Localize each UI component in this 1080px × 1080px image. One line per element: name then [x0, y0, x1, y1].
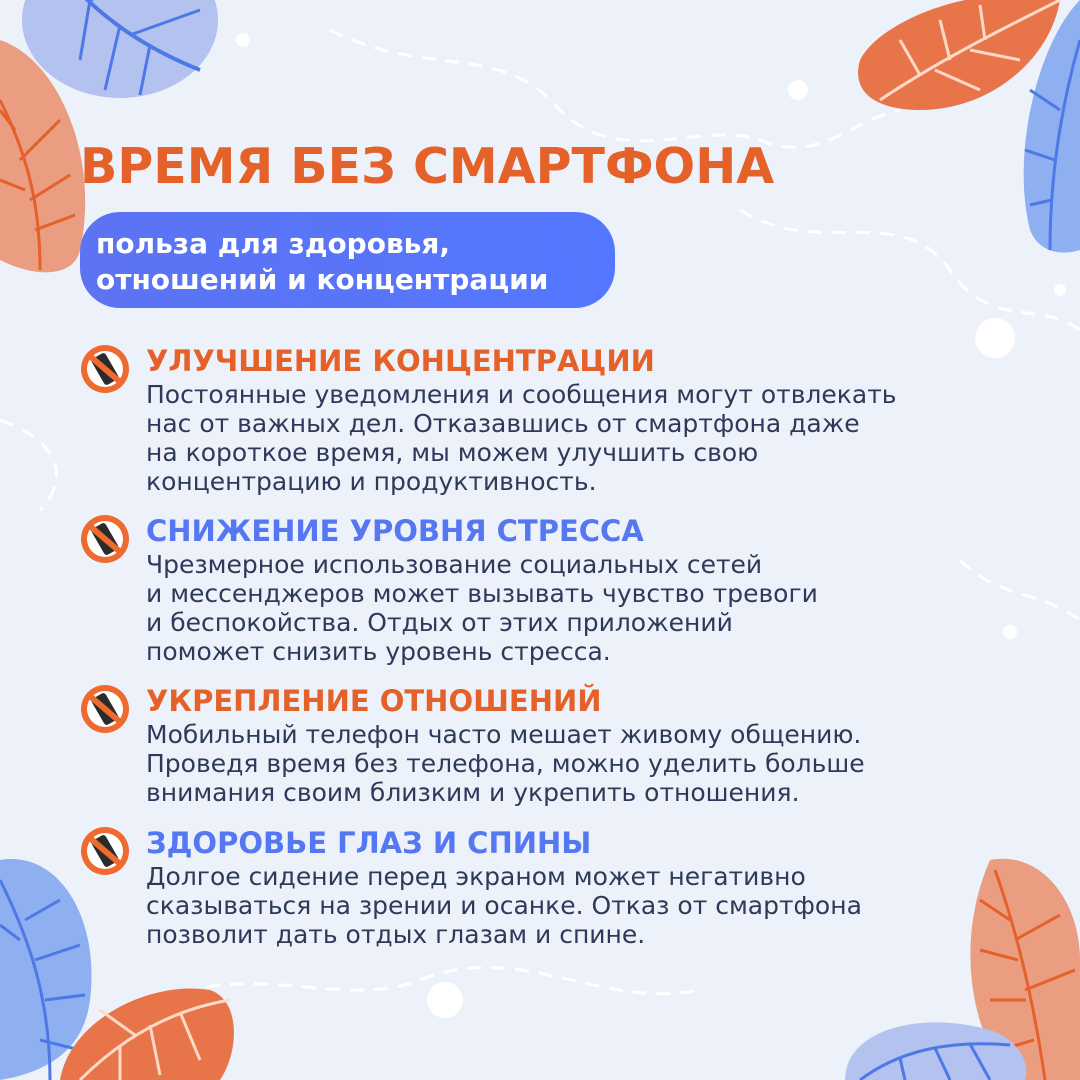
subtitle-line-1: польза для здоровья, — [96, 227, 450, 260]
section-heading: УКРЕПЛЕНИЕ ОТНОШЕНИЙ — [146, 684, 602, 718]
text-line: внимания своим близким и укрепить отношения. — [146, 778, 800, 807]
section-text — [146, 550, 1026, 666]
no-phone-icon — [80, 344, 130, 394]
text-line: на короткое время, мы можем улучшить свою — [146, 438, 759, 467]
subtitle-pill — [80, 212, 615, 308]
text-line: и беспокойства. Отдых от этих приложений — [146, 608, 733, 637]
leaf-top-right-orange — [858, 0, 1060, 110]
text-line: сказываться на зрении и осанке. Отказ от смартфона — [146, 891, 862, 920]
text-line: Чрезмерное использование социальных сетей — [146, 550, 763, 579]
text-line: и мессенджеров может вызывать чувство тревоги — [146, 579, 818, 608]
section-heading: СНИЖЕНИЕ УРОВНЯ СТРЕССА — [146, 514, 644, 548]
text-line: Мобильный телефон часто мешает живому общению. — [146, 720, 862, 749]
no-phone-icon — [80, 514, 130, 564]
no-phone-icon — [80, 684, 130, 734]
text-line: концентрацию и продуктивность. — [146, 467, 597, 496]
text-line: позволит дать отдых глазам и спине. — [146, 920, 646, 949]
section-text — [146, 720, 1026, 807]
section-text — [146, 862, 1026, 949]
text-line: нас от важных дел. Отказавшись от смартфона даже — [146, 409, 860, 438]
text-line: Проведя время без телефона, можно уделить больше — [146, 749, 865, 778]
text-line: Постоянные уведомления и сообщения могут отвлекать — [146, 380, 897, 409]
no-phone-icon — [80, 826, 130, 876]
subtitle-line-2: отношений и концентрации — [96, 263, 549, 296]
page-title: ВРЕМЯ БЕЗ СМАРТФОНА — [80, 138, 775, 195]
text-line: поможет снизить уровень стресса. — [146, 637, 611, 666]
section-text — [146, 380, 1026, 496]
section-heading: ЗДОРОВЬЕ ГЛАЗ И СПИНЫ — [146, 826, 592, 860]
section-heading: УЛУЧШЕНИЕ КОНЦЕНТРАЦИИ — [146, 344, 655, 378]
text-line: Долгое сидение перед экраном может негативно — [146, 862, 806, 891]
